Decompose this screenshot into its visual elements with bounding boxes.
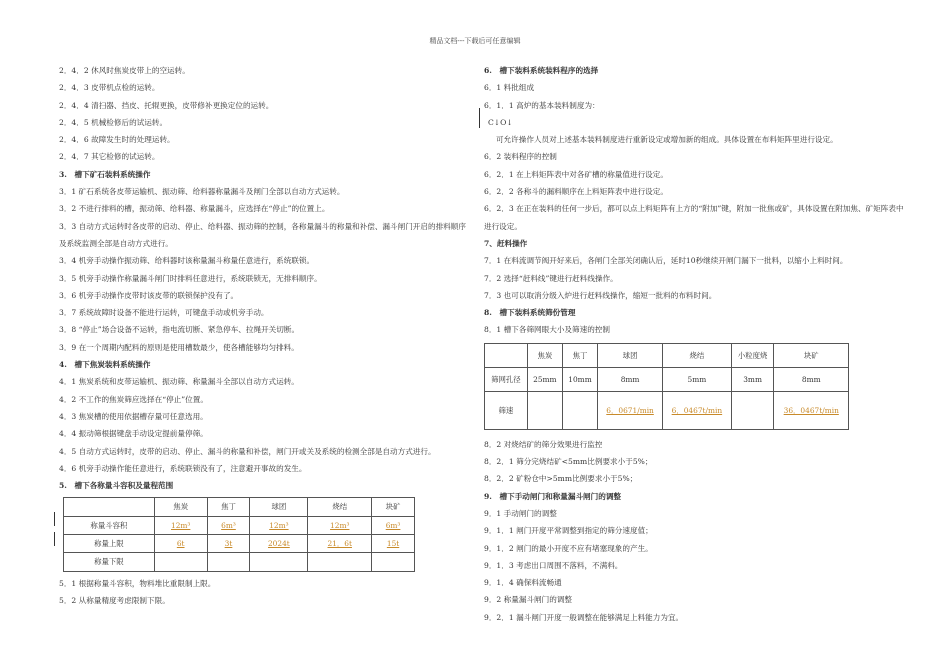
table-header-cell: 焦丁 xyxy=(207,498,250,516)
table-cell: 12m³ xyxy=(154,516,207,534)
text-line: 5．1 根据称量斗容积，物料堆比重限制上限。 xyxy=(59,578,216,588)
table-cell xyxy=(250,553,308,571)
text-line: 9．1．2 闸门的最小开度不应有堵塞现象的产生。 xyxy=(484,543,653,553)
text-line: 2．4．7 其它检修的试运转。 xyxy=(59,152,160,162)
section-heading: 8. 槽下装料系统筛份管理 xyxy=(484,308,576,318)
table-cell: 15t xyxy=(372,535,415,553)
table-cell xyxy=(527,391,562,429)
table-cell: 6m³ xyxy=(207,516,250,534)
text-line: 2．4．5 机械检修后的试运转。 xyxy=(59,117,168,127)
text-line: 8．2 对烧结矿的筛分效果进行监控 xyxy=(484,439,603,449)
table-header-cell: 焦丁 xyxy=(562,343,597,367)
section-heading: 5. 槽下各称量斗容积及量程范围 xyxy=(59,481,174,491)
table-row xyxy=(485,367,849,391)
table-header-cell: 块矿 xyxy=(774,343,849,367)
text-line: 6．2．1 在上料矩阵表中对各矿槽的称量值进行设定。 xyxy=(484,169,668,179)
text-line: 2．4．3 皮带机点检的运转。 xyxy=(59,83,160,93)
table-cell: 8mm xyxy=(598,367,663,391)
text-line: 3．5 机旁手动操作称量漏斗闸门时排料任意进行，系统联锁无，无排料顺序。 xyxy=(59,273,322,283)
revision-mark xyxy=(54,532,55,546)
table-cell: 12m³ xyxy=(250,516,308,534)
table-cell: 12m³ xyxy=(308,516,372,534)
table-header-cell: 焦炭 xyxy=(527,343,562,367)
row-label: 筛速 xyxy=(485,391,528,429)
text-line: 2．4．6 故障发生时的处理运转。 xyxy=(59,135,175,145)
table-row xyxy=(64,516,415,534)
row-label: 称量下限 xyxy=(64,553,155,571)
text-line: 9．1 手动闸门的调整 xyxy=(484,508,557,518)
text-line: 6．2 装料程序的控制 xyxy=(484,152,557,162)
table-cell: 6m³ xyxy=(372,516,415,534)
text-line: 8．2．2 矿粉仓中>5mm比例要求小于5%； xyxy=(484,474,638,484)
text-line: 9．2．1 漏斗闸门开度一般调整在能够满足上料能力为宜。 xyxy=(484,612,684,622)
section-heading: 4. 槽下焦炭装料系统操作 xyxy=(59,360,151,370)
text-line: 3．7 系统故障时设备不能进行运转，可键盘手动或机旁手动。 xyxy=(59,308,269,318)
text-line: 3．9 在一个周期内配料的原则是使用槽数最少，使各槽能够均匀排料。 xyxy=(59,342,299,352)
text-line: 5．2 从称量精度考虑限制下限。 xyxy=(59,595,170,605)
table-cell xyxy=(562,391,597,429)
page-header: 精品文档---下载后可任意编辑 xyxy=(429,37,521,45)
hopper-capacity-table xyxy=(63,497,415,571)
text-line: 9．1．1 闸门开度平常调整到指定的筛分速度值； xyxy=(484,526,653,536)
text-line: 2．4．2 休风时焦炭皮带上的空运转。 xyxy=(59,66,190,75)
text-line: 6．1．1 高炉的基本装料制度为： xyxy=(484,100,600,110)
text-paragraph: 可允许操作人员对上述基本装料制度进行重新设定或增加新的组成。具体设置在布料矩阵里进行设定。 xyxy=(496,135,838,145)
table-cell: 6．0671/min xyxy=(598,391,663,429)
text-line: 3．6 机旁手动操作皮带时该皮带的联锁保护没有了。 xyxy=(59,290,239,300)
table-cell xyxy=(64,498,155,516)
text-paragraph: 3．3 自动方式运转时各皮带的启动、停止、给料器、振动筛的控制，各称量漏斗的称量和补偿、漏斗闸门开启的排料顺序及系统监测全部是自动方式进行。 xyxy=(59,221,466,248)
text-line: 8．1 槽下各筛网眼大小及筛速的控制 xyxy=(484,325,610,335)
right-column xyxy=(484,62,904,626)
row-label: 筛网孔径 xyxy=(485,367,528,391)
table-cell: 3t xyxy=(207,535,250,553)
table-row xyxy=(485,391,849,429)
table-cell xyxy=(207,553,250,571)
table-cell: 6．0467t/min xyxy=(663,391,732,429)
table-cell: 25mm xyxy=(527,367,562,391)
formula-line: C↓O↓ xyxy=(488,117,513,127)
table-cell xyxy=(731,391,774,429)
table-cell: 3mm xyxy=(731,367,774,391)
table-cell: 36．0467t/min xyxy=(774,391,849,429)
table-row xyxy=(64,553,415,571)
text-line: 7．2 选择“赶料线”键进行赶料线操作。 xyxy=(484,273,618,283)
table-cell: 21．6t xyxy=(308,535,372,553)
table-header-cell: 球团 xyxy=(598,343,663,367)
text-line: 7．1 在料流调节阀开好来后，各闸门全部关闭确认后，延时10秒继续开闸门漏下一批料，以缩小上料时间。 xyxy=(484,256,848,266)
table-cell xyxy=(154,553,207,571)
text-line: 3．8 “停止”场合设备不运转，指电流切断、紧急停车、拉绳开关切断。 xyxy=(59,325,300,335)
text-line: 4．3 焦炭槽的使用依据槽存量可任意选用。 xyxy=(59,411,208,421)
table-header-cell: 块矿 xyxy=(372,498,415,516)
table-cell xyxy=(372,553,415,571)
left-column xyxy=(59,62,469,609)
table-cell: 2024t xyxy=(250,535,308,553)
table-header-cell: 烧结 xyxy=(308,498,372,516)
text-line: 4．1 焦炭系统和皮带运输机、振动筛、称量漏斗全部以自动方式运转。 xyxy=(59,377,299,387)
table-header-cell: 球团 xyxy=(250,498,308,516)
table-header-cell: 焦炭 xyxy=(154,498,207,516)
revision-mark xyxy=(54,512,55,526)
text-line: 9．2 称量漏斗闸门的调整 xyxy=(484,595,573,605)
text-line: 4．2 不工作的焦炭筛应选择在“停止”位置。 xyxy=(59,394,208,404)
table-cell: 6t xyxy=(154,535,207,553)
table-cell: 10mm xyxy=(562,367,597,391)
table-header-row xyxy=(485,343,849,367)
text-line: 8．2．1 筛分完烧结矿<5mm比例要求小于5%； xyxy=(484,457,653,467)
section-heading: 9. 槽下手动闸门和称量漏斗闸门的调整 xyxy=(484,491,622,501)
table-cell: 8mm xyxy=(774,367,849,391)
row-label: 称量上限 xyxy=(64,535,155,553)
text-line: 4．6 机旁手动操作能任意进行，系统联锁没有了，注意避开事故的发生。 xyxy=(59,463,307,473)
text-line: 3．4 机旁手动操作振动筛、给料器时该称量漏斗称量任意进行，系统联锁。 xyxy=(59,256,315,266)
section-heading: 7、赶料操作 xyxy=(484,238,528,248)
text-line: 6．2．2 各称斗的漏料顺序在上料矩阵表中进行设定。 xyxy=(484,187,668,197)
screen-size-table xyxy=(484,343,849,430)
table-header-cell: 小粒度烧 xyxy=(731,343,774,367)
text-paragraph: 6．2．3 在正在装料的任何一步后，都可以点上料矩阵有上方的“附加”键，附加一批焦或矿，具体设置在附加焦、矿矩阵表中进行设定。 xyxy=(484,204,904,231)
table-header-row xyxy=(64,498,415,516)
row-label: 称量斗容积 xyxy=(64,516,155,534)
section-heading: 6. 槽下装料系统装料程序的选择 xyxy=(484,66,599,75)
text-line: 4．5 自动方式运转时，皮带的启动、停止、漏斗的称量和补偿，闸门开或关及系统的检测全部是自动方式进行。 xyxy=(59,446,436,456)
text-line: 2．4．4 清扫器、挡皮、托辊更换，皮带修补更换定位的运转。 xyxy=(59,100,274,110)
table-cell: 5mm xyxy=(663,367,732,391)
section-heading: 3. 槽下矿石装料系统操作 xyxy=(59,169,151,179)
text-line: 9．1．3 考虑出口周围不落料，不满料。 xyxy=(484,560,623,570)
revision-mark xyxy=(479,108,480,128)
text-line: 7．3 也可以取消分级入炉进行赶料线操作，缩短一批料的布料时间。 xyxy=(484,290,717,300)
table-cell xyxy=(485,343,528,367)
table-row xyxy=(64,535,415,553)
table-cell xyxy=(308,553,372,571)
table-header-cell: 烧结 xyxy=(663,343,732,367)
text-line: 6．1 料批组成 xyxy=(484,83,535,93)
text-line: 4．4 振动筛根据键盘手动设定提前量停筛。 xyxy=(59,429,208,439)
text-line: 3．2 不进行排料的槽，振动筛、给料器、称量漏斗，应选择在“停止”的位置上。 xyxy=(59,204,330,214)
text-line: 3．1 矿石系统各皮带运输机、振动筛、给料器称量漏斗及闸门全部以自动方式运转。 xyxy=(59,187,345,197)
text-line: 9．1．4 确保料流畅通 xyxy=(484,578,562,588)
